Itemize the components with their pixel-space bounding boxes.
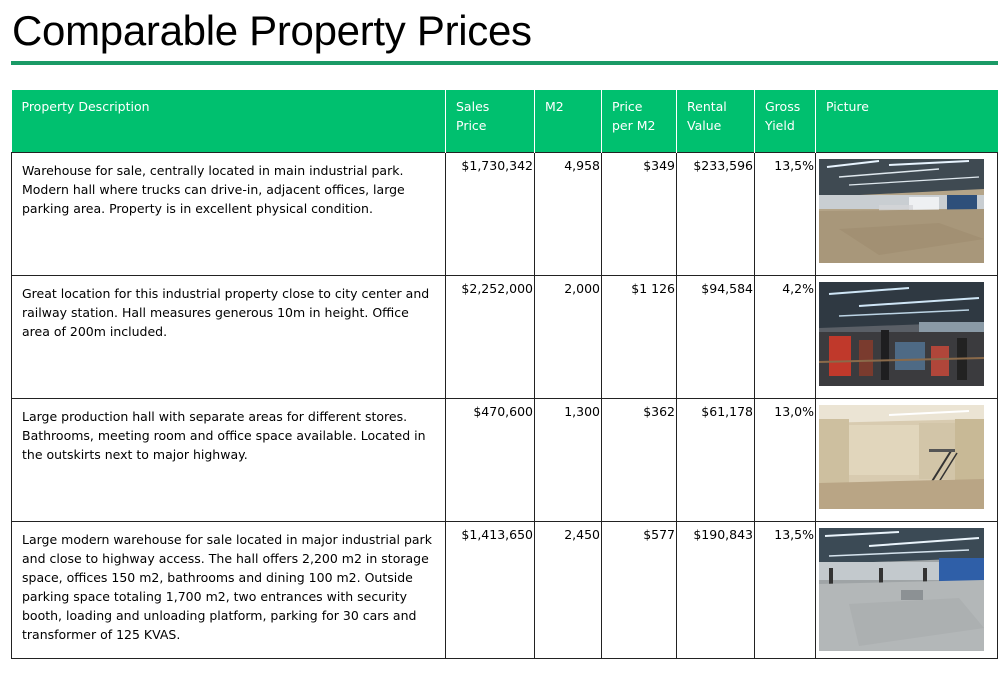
gross-yield: 13,0% [755, 398, 816, 521]
table-row [12, 398, 998, 521]
property-description: Warehouse for sale, centrally located in main industrial park. Modern hall where trucks can drive-in, adjacent offices, large parking area. Property is in excellent physical condition. [12, 152, 446, 275]
price-per-m2: $577 [602, 521, 677, 658]
page-title: Comparable Property Prices [12, 7, 532, 54]
sales-price: $1,413,650 [446, 521, 535, 658]
gross-yield: 13,5% [755, 152, 816, 275]
header-m2: M2 [535, 90, 602, 152]
price-per-m2: $1 126 [602, 275, 677, 398]
header-sales-price: Sales Price [446, 90, 535, 152]
table-row [12, 152, 998, 275]
gross-yield: 13,5% [755, 521, 816, 658]
title-underline [11, 61, 998, 65]
header-picture: Picture [816, 90, 998, 152]
header-rental-value: Rental Value [677, 90, 755, 152]
warehouse-photo [819, 159, 984, 263]
table-row [12, 275, 998, 398]
m2-value: 2,450 [535, 521, 602, 658]
m2-value: 2,000 [535, 275, 602, 398]
picture-cell [816, 152, 998, 275]
rental-value: $94,584 [677, 275, 755, 398]
header-gross-yield: Gross Yield [755, 90, 816, 152]
property-description: Great location for this industrial property close to city center and railway station. Hall measures generous 10m in height. Office area of 200m included. [12, 275, 446, 398]
property-description: Large production hall with separate areas for different stores. Bathrooms, meeting room and office space available. Located in the outskirts next to major highway. [12, 398, 446, 521]
header-property-description: Property Description [12, 90, 446, 152]
industrial-hall-photo [819, 282, 984, 386]
modern-warehouse-photo [819, 528, 984, 651]
production-hall-photo [819, 405, 984, 509]
price-per-m2: $349 [602, 152, 677, 275]
sales-price: $1,730,342 [446, 152, 535, 275]
property-description: Large modern warehouse for sale located in major industrial park and close to highway access. The hall offers 2,200 m2 in storage space, offices 150 m2, bathrooms and dining 100 m2. Outside parking space totaling 1,700 m2, two entrances with security booth, loading and unloading platform, parking for 30 cars and transformer of 125 KVAS. [12, 521, 446, 658]
sales-price: $2,252,000 [446, 275, 535, 398]
picture-cell [816, 521, 998, 658]
sales-price: $470,600 [446, 398, 535, 521]
rental-value: $61,178 [677, 398, 755, 521]
price-per-m2: $362 [602, 398, 677, 521]
rental-value: $190,843 [677, 521, 755, 658]
table-header-row [12, 90, 998, 152]
rental-value: $233,596 [677, 152, 755, 275]
picture-cell [816, 275, 998, 398]
picture-cell [816, 398, 998, 521]
table-row [12, 521, 998, 658]
gross-yield: 4,2% [755, 275, 816, 398]
header-price-per-m2: Price per M2 [602, 90, 677, 152]
comparables-table [11, 90, 998, 659]
m2-value: 4,958 [535, 152, 602, 275]
m2-value: 1,300 [535, 398, 602, 521]
